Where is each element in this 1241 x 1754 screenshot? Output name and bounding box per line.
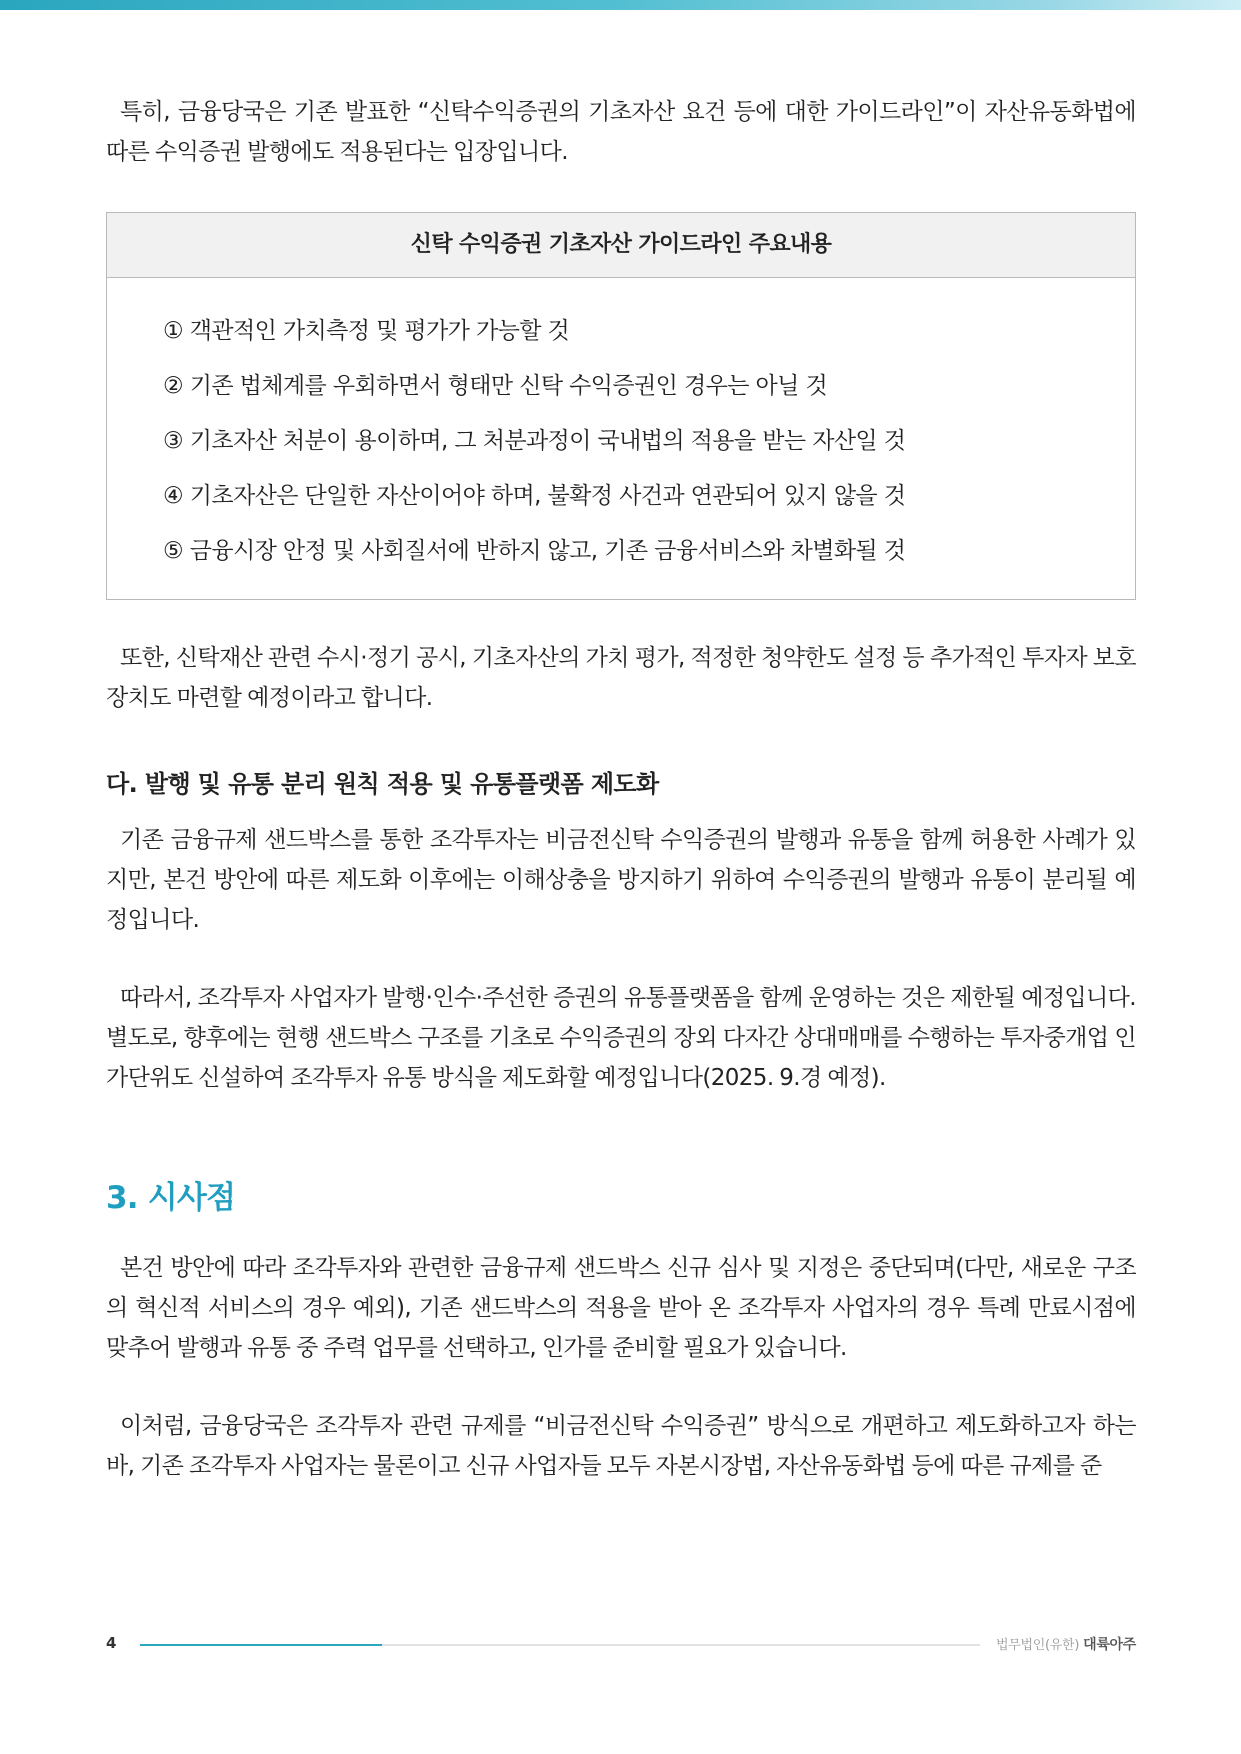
firm-name — [996, 1634, 1136, 1654]
guideline-box-body — [107, 278, 1135, 599]
footer-rule-accent — [140, 1644, 382, 1646]
additional-paragraph: 또한, 신탁재산 관련 수시·정기 공시, 기초자산의 가치 평가, 적정한 청약한도 설정 등 추가적인 투자자 보호장치도 마련할 예정이라고 합니다. — [106, 645, 1136, 711]
section-paragraph-2: 이처럼, 금융당국은 조각투자 관련 규제를 “비금전신탁 수익증권” 방식으로 개편하고 제도화하고자 하는 바, 기존 조각투자 사업자는 물론이고 신규 사업자들 모두 자본시장법, 자산유동화법 등에 따른 규제를 준 — [106, 1413, 1136, 1479]
firm-prefix: 법무법인(유한) — [996, 1638, 1080, 1653]
section-heading: 3. 시사점 — [106, 1180, 236, 1216]
guideline-item: ⑤ 금융시장 안정 및 사회질서에 반하지 않고, 기존 금융서비스와 차별화될 것 — [163, 538, 906, 564]
guideline-item: ③ 기초자산 처분이 용이하며, 그 처분과정이 국내법의 적용을 받는 자산일 것 — [163, 428, 906, 454]
guideline-item: ② 기존 법체계를 우회하면서 형태만 신탁 수익증권인 경우는 아닐 것 — [163, 373, 828, 399]
guideline-item: ① 객관적인 가치측정 및 평가가 가능할 것 — [163, 318, 570, 344]
section-paragraph-1: 본건 방안에 따라 조각투자와 관련한 금융규제 샌드박스 신규 심사 및 지정은 중단되며(다만, 새로운 구조의 혁신적 서비스의 경우 예외), 기존 샌드박스의 적용을 받아 온 조각투자 사업자의 경우 특례 만료시점에 맞추어 발행과 유통 중 주력 업무를 선택하고, 인가를 준비할 필요가 있습니다. — [106, 1255, 1136, 1361]
subsection-paragraph-1: 기존 금융규제 샌드박스를 통한 조각투자는 비금전신탁 수익증권의 발행과 유통을 함께 허용한 사례가 있지만, 본건 방안에 따른 제도화 이후에는 이해상충을 방지하기 위하여 수익증권의 발행과 유통이 분리될 예정입니다. — [106, 827, 1136, 933]
guideline-item: ④ 기초자산은 단일한 자산이어야 하며, 불확정 사건과 연관되어 있지 않을 것 — [163, 483, 906, 509]
top-accent-bar — [0, 0, 1241, 10]
page-footer — [0, 1628, 1241, 1658]
page-content — [106, 92, 1136, 1486]
guideline-box-title: 신탁 수익증권 기초자산 가이드라인 주요내용 — [107, 213, 1135, 278]
page-number: 4 — [106, 1634, 117, 1652]
guideline-box — [106, 212, 1136, 600]
subsection-heading: 다. 발행 및 유통 분리 원칙 적용 및 유통플랫폼 제도화 — [106, 770, 659, 798]
intro-paragraph: 특히, 금융당국은 기존 발표한 “신탁수익증권의 기초자산 요건 등에 대한 가이드라인”이 자산유동화법에 따른 수익증권 발행에도 적용된다는 입장입니다. — [106, 99, 1136, 165]
firm-name-bold: 대륙아주 — [1083, 1637, 1136, 1653]
subsection-paragraph-2: 따라서, 조각투자 사업자가 발행·인수·주선한 증권의 유통플랫폼을 함께 운영하는 것은 제한될 예정입니다. 별도로, 향후에는 현행 샌드박스 구조를 기초로 수익증권의 장외 다자간 상대매매를 수행하는 투자중개업 인가단위도 신설하여 조각투자 유통 방식을 제도화할 예정입니다(2025. 9.경 예정). — [106, 985, 1136, 1091]
